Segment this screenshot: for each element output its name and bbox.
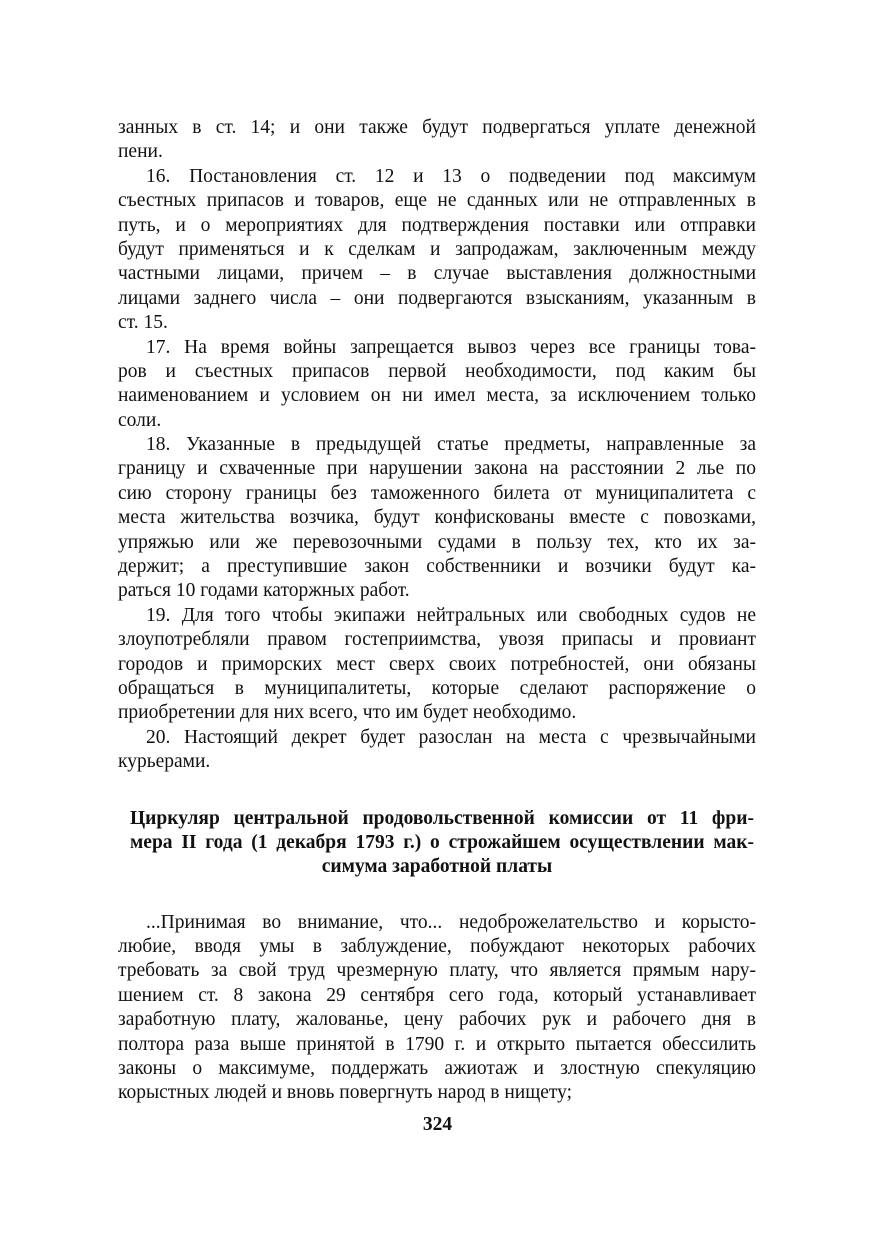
text-line: раться 10 годами каторжных работ. [118,580,410,602]
paragraph-p-20 [118,726,756,775]
text-line: 19. Для того чтобы экипажи нейтральных или свободных судов не [146,604,756,626]
paragraph-p-15-tail [118,116,756,165]
text-line: 20. Настоящий декрет будет разослан на места с чрезвычайными [146,726,756,748]
text-line: обращаться в муниципалитеты, которые сделают распоряжение о [118,677,756,699]
text-line: ров и съестных припасов первой необходимости, под каким бы [118,360,756,382]
text-line: заработную плату, жалованье, цену рабочих рук и рабочего дня в [118,1009,756,1031]
text-line: приобретении для них всего, что им будет необходимо. [118,702,577,724]
text-line: упряжью или же перевозочными судами в пользу тех, кто их за- [118,531,756,553]
text-line: пени. [118,141,163,163]
text-line: ...Принимая во внимание, что... недоброжелательство и корысто- [146,911,756,933]
text-line: ст. 15. [118,312,168,334]
text-line: злоупотребляли правом гостеприимства, увозя припасы и провиант [118,629,756,651]
paragraph-p-16 [118,165,756,336]
text-line: 18. Указанные в предыдущей статье предметы, направленные за [146,434,756,456]
page-number: 324 [422,1114,453,1135]
text-line: сию сторону границы без таможенного билета от муниципалитета с [118,482,756,504]
text-line: соли. [118,409,162,431]
text-line: полтора раза выше принятой в 1790 г. и открыто пытается обессилить [118,1033,756,1055]
text-line: границу и схваченные при нарушении закона на расстоянии 2 лье по [118,458,756,480]
text-line: лицами заднего числа – они подвергаются взысканиям, указанным в [118,287,756,309]
text-line: наименованием и условием он ни имел места, за исключением только [118,385,756,407]
text-line: съестных припасов и товаров, еще не сданных или не отправленных в [118,190,756,212]
text-line: шением ст. 8 закона 29 сентября сего года, который устанавливает [118,984,756,1006]
heading-line: симума заработной платы [321,855,553,877]
paragraph-p-circular [118,911,756,1106]
circular-heading [118,807,756,879]
document-page [118,116,756,1106]
text-line: места жительства возчика, будут конфискованы вместе с повозками, [118,507,756,529]
text-line: 17. На время войны запрещается вывоз через все границы това- [146,336,756,358]
section-gap [118,879,756,911]
text-line: 16. Постановления ст. 12 и 13 о подведении под максимум [146,165,756,187]
circular-text [118,911,756,1106]
text-line: путь, и о мероприятиях для подтверждения поставки или отправки [118,214,756,236]
text-line: законы о максимуме, поддержать ажиотаж и злостную спекуляцию [118,1057,756,1079]
text-line: требовать за свой труд чрезмерную плату, что является прямым нару- [118,960,756,982]
heading-line: Циркуляр центральной продовольственной комиссии от 11 фри- [130,807,754,829]
text-line: частными лицами, причем – в случае выставления должностными [118,263,756,285]
section-gap [118,775,756,807]
text-line: городов и приморских мест сверх своих потребностей, они обязаны [118,653,756,675]
text-line: корыстных людей и вновь повергнуть народ в нищету; [118,1082,573,1104]
decree-articles [118,116,756,775]
text-line: будут применяться и к сделкам и запродажам, заключенным между [118,238,756,260]
text-line: занных в ст. 14; и они также будут подвергаться уплате денежной [118,117,756,138]
text-line: курьерами. [118,751,211,773]
heading-line: мера II года (1 декабря 1793 г.) о строжайшем осуществлении мак- [130,831,754,853]
text-line: держит; а преступившие закон собственники и возчики будут ка- [118,556,756,578]
paragraph-p-19 [118,604,756,726]
text-line: любие, вводя умы в заблуждение, побуждают некоторых рабочих [118,935,756,957]
paragraph-p-17 [118,336,756,434]
paragraph-p-18 [118,433,756,604]
